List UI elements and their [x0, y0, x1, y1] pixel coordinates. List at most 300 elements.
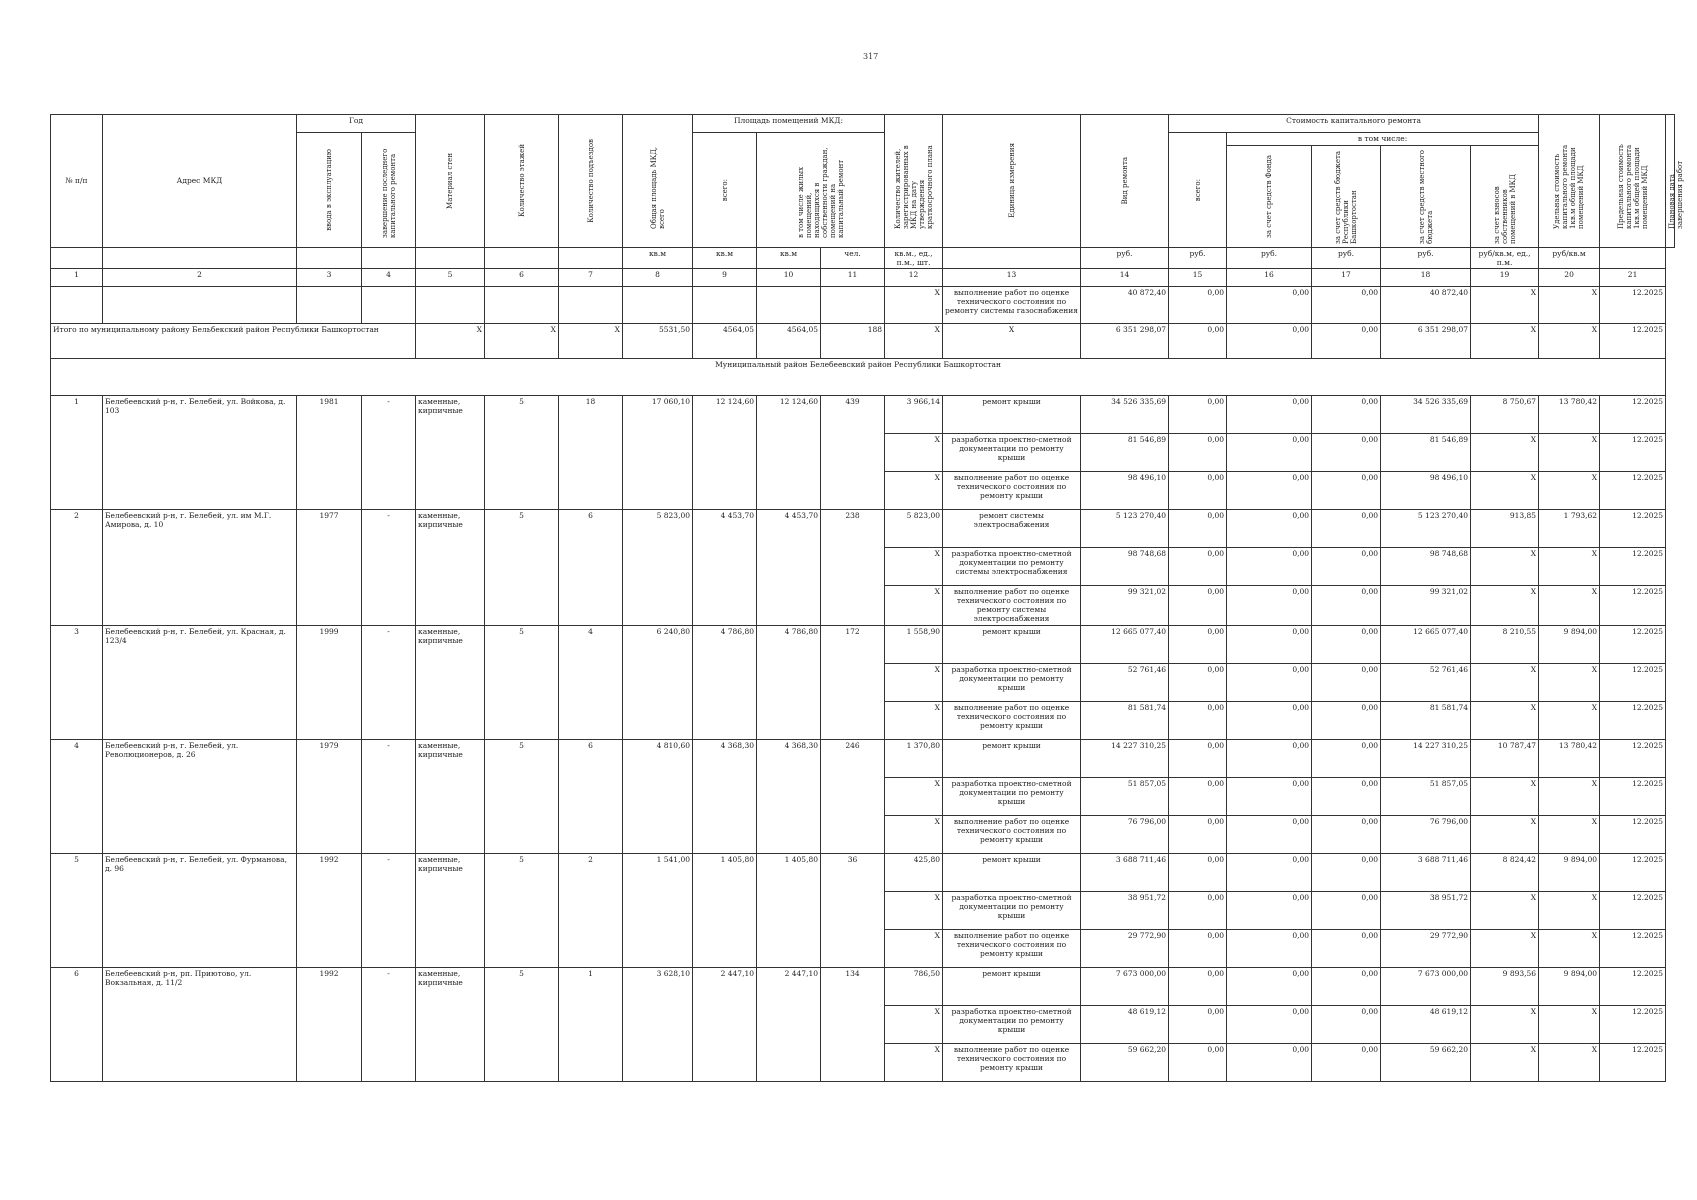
unit-cell: кв.м., ед., п.м., шт. [885, 247, 943, 269]
total-owners: 6 351 298,07 [1381, 323, 1471, 358]
limit-cost: 9 894,00 [1539, 853, 1600, 891]
limit-cost: X [1539, 1043, 1600, 1081]
cost-local: 0,00 [1312, 815, 1381, 853]
limit-cost: 9 894,00 [1539, 625, 1600, 663]
cost-republic: 0,00 [1227, 815, 1312, 853]
unit-cell: руб. [1169, 247, 1227, 269]
cost-owners: 76 796,00 [1381, 815, 1471, 853]
total-area: 1 541,00 [623, 853, 693, 967]
last-repair: - [362, 739, 416, 853]
residents-count: 246 [821, 739, 885, 853]
cost-owners: 52 761,46 [1381, 663, 1471, 701]
column-number: 16 [1227, 269, 1312, 286]
unit-value: X [885, 286, 943, 323]
building-number: 4 [51, 739, 103, 853]
commissioning-year: 1977 [297, 509, 362, 625]
specific-cost: 9 893,56 [1471, 967, 1539, 1005]
plan-date: 12.2025 [1600, 853, 1666, 891]
cost-total: 34 526 335,69 [1081, 395, 1169, 433]
cost-owners: 59 662,20 [1381, 1043, 1471, 1081]
cost-fund: 0,00 [1169, 471, 1227, 509]
plan-date: 12.2025 [1600, 395, 1666, 433]
work-row [51, 395, 1675, 433]
work-type: ремонт крыши [943, 395, 1081, 433]
specific-cost: X [1471, 585, 1539, 625]
cost-local: 0,00 [1312, 967, 1381, 1005]
plan-date: 12.2025 [1600, 286, 1666, 323]
cost-owners: 40 872,40 [1381, 286, 1471, 323]
total-cost: 6 351 298,07 [1081, 323, 1169, 358]
specific-cost: X [1471, 471, 1539, 509]
cost-local: 0,00 [1312, 1043, 1381, 1081]
limit-cost: 13 780,42 [1539, 395, 1600, 433]
header-plan-date: Плановая дата завершения работ [1668, 160, 1685, 229]
specific-cost: X [1471, 777, 1539, 815]
floors-count: 5 [485, 625, 559, 739]
cost-total: 5 123 270,40 [1081, 509, 1169, 547]
area-residential: 2 447,10 [757, 967, 821, 1081]
column-number: 18 [1381, 269, 1471, 286]
cost-fund: 0,00 [1169, 395, 1227, 433]
cost-local: 0,00 [1312, 777, 1381, 815]
cost-republic: 0,00 [1227, 739, 1312, 777]
plan-date: 12.2025 [1600, 625, 1666, 663]
work-type: выполнение работ по оценке технического состояния по ремонту крыши [943, 471, 1081, 509]
total-material: X [416, 323, 485, 358]
plan-date: 12.2025 [1600, 433, 1666, 471]
limit-cost: X [1539, 1005, 1600, 1043]
floors-count: 5 [485, 967, 559, 1081]
unit-cell: кв.м [623, 247, 693, 269]
unit-cell: руб/кв.м [1539, 247, 1600, 269]
building-address: Белебеевский р-н, г. Белебей, ул. Фурманова, д. 96 [103, 853, 297, 967]
building-number: 5 [51, 853, 103, 967]
entrances-count: 6 [559, 739, 623, 853]
total-area: 5 823,00 [623, 509, 693, 625]
commissioning-year: 1992 [297, 853, 362, 967]
work-type: выполнение работ по оценке технического состояния по ремонту крыши [943, 929, 1081, 967]
specific-cost: X [1471, 547, 1539, 585]
total-local: 0,00 [1312, 323, 1381, 358]
cost-owners: 81 546,89 [1381, 433, 1471, 471]
total-area: 3 628,10 [623, 967, 693, 1081]
total-specific: X [1471, 323, 1539, 358]
cost-total: 81 546,89 [1081, 433, 1169, 471]
cost-total: 59 662,20 [1081, 1043, 1169, 1081]
header-limit-cost: Предельная стоимость капитального ремонта 1кв.м общей площади помещений МКД [1616, 143, 1649, 229]
section-title: Муниципальный район Белебеевский район Республики Башкортостан [51, 358, 1666, 395]
work-type: ремонт крыши [943, 625, 1081, 663]
header-entrances: Количество подъездов [586, 138, 595, 223]
work-row [51, 967, 1675, 1005]
commissioning-year: 1999 [297, 625, 362, 739]
work-row [51, 509, 1675, 547]
column-number: 13 [943, 269, 1081, 286]
header-area-group: Площадь помещений МКД: [693, 115, 885, 133]
work-type: ремонт крыши [943, 853, 1081, 891]
header-including: в том числе: [1227, 133, 1539, 145]
limit-cost: 13 780,42 [1539, 739, 1600, 777]
cost-owners: 98 748,68 [1381, 547, 1471, 585]
cost-owners: 98 496,10 [1381, 471, 1471, 509]
unit-cell: руб/кв.м, ед., п.м. [1471, 247, 1539, 269]
unit-value: X [885, 433, 943, 471]
work-type: разработка проектно-сметной документации по ремонту крыши [943, 891, 1081, 929]
limit-cost: X [1539, 286, 1600, 323]
wall-material: каменные, кирпичные [416, 395, 485, 509]
column-number: 21 [1600, 269, 1666, 286]
total-area: 6 240,80 [623, 625, 693, 739]
cost-local: 0,00 [1312, 1005, 1381, 1043]
last-repair: - [362, 853, 416, 967]
header-cost-total: всего: [1193, 178, 1202, 202]
cost-republic: 0,00 [1227, 585, 1312, 625]
cost-total: 51 857,05 [1081, 777, 1169, 815]
specific-cost: X [1471, 286, 1539, 323]
wall-material: каменные, кирпичные [416, 739, 485, 853]
work-type: ремонт крыши [943, 739, 1081, 777]
unit-cell: чел. [821, 247, 885, 269]
specific-cost: 8 750,67 [1471, 395, 1539, 433]
header-owners: за счет взносов собственников помещений в МКД [1492, 174, 1517, 245]
building-number: 3 [51, 625, 103, 739]
cost-local: 0,00 [1312, 625, 1381, 663]
column-number: 11 [821, 269, 885, 286]
total-limit: X [1539, 323, 1600, 358]
plan-date: 12.2025 [1600, 1043, 1666, 1081]
cost-owners: 5 123 270,40 [1381, 509, 1471, 547]
entrances-count: 18 [559, 395, 623, 509]
work-type: выполнение работ по оценке технического состояния по ремонту крыши [943, 815, 1081, 853]
header-address: Адрес МКД [103, 115, 297, 248]
cost-fund: 0,00 [1169, 286, 1227, 323]
residents-count: 439 [821, 395, 885, 509]
cost-owners: 38 951,72 [1381, 891, 1471, 929]
unit-value: X [885, 929, 943, 967]
plan-date: 12.2025 [1600, 701, 1666, 739]
building-number: 2 [51, 509, 103, 625]
header-local-budget: за счет средств местного бюджета [1417, 150, 1434, 245]
column-number: 15 [1169, 269, 1227, 286]
building-address: Белебеевский р-н, г. Белебей, ул. Войкова, д. 103 [103, 395, 297, 509]
cost-local: 0,00 [1312, 663, 1381, 701]
cost-local: 0,00 [1312, 471, 1381, 509]
area-all: 1 405,80 [693, 853, 757, 967]
entrances-count: 2 [559, 853, 623, 967]
column-number: 5 [416, 269, 485, 286]
specific-cost: 913,85 [1471, 509, 1539, 547]
limit-cost: X [1539, 929, 1600, 967]
continued-work-row [51, 286, 1675, 323]
column-number: 20 [1539, 269, 1600, 286]
header-commissioning: ввода в эксплуатацию [325, 149, 333, 231]
building-address: Белебеевский р-н, рп. Приютово, ул. Вокзальная, д. 11/2 [103, 967, 297, 1081]
residents-count: 238 [821, 509, 885, 625]
limit-cost: 1 793,62 [1539, 509, 1600, 547]
total-area-all: 4564,05 [693, 323, 757, 358]
cost-total: 3 688 711,46 [1081, 853, 1169, 891]
cost-fund: 0,00 [1169, 509, 1227, 547]
cost-owners: 99 321,02 [1381, 585, 1471, 625]
cost-total: 12 665 077,40 [1081, 625, 1169, 663]
unit-value: X [885, 585, 943, 625]
work-type: выполнение работ по оценке технического состояния по ремонту системы газоснабжения [943, 286, 1081, 323]
work-type: выполнение работ по оценке технического состояния по ремонту крыши [943, 701, 1081, 739]
cost-total: 99 321,02 [1081, 585, 1169, 625]
unit-value: X [885, 1043, 943, 1081]
unit-value: 786,50 [885, 967, 943, 1005]
section-title-row [51, 358, 1675, 395]
wall-material: каменные, кирпичные [416, 853, 485, 967]
column-number: 10 [757, 269, 821, 286]
total-date: 12.2025 [1600, 323, 1666, 358]
unit-cell: руб. [1227, 247, 1312, 269]
cost-total: 14 227 310,25 [1081, 739, 1169, 777]
area-all: 12 124,60 [693, 395, 757, 509]
cost-local: 0,00 [1312, 585, 1381, 625]
column-number: 3 [297, 269, 362, 286]
cost-republic: 0,00 [1227, 663, 1312, 701]
work-row [51, 625, 1675, 663]
limit-cost: X [1539, 815, 1600, 853]
cost-local: 0,00 [1312, 286, 1381, 323]
last-repair: - [362, 509, 416, 625]
building-number: 6 [51, 967, 103, 1081]
entrances-count: 4 [559, 625, 623, 739]
work-type: выполнение работ по оценке технического состояния по ремонту крыши [943, 1043, 1081, 1081]
work-type: разработка проектно-сметной документации по ремонту системы электроснабжения [943, 547, 1081, 585]
cost-local: 0,00 [1312, 701, 1381, 739]
cost-republic: 0,00 [1227, 433, 1312, 471]
district-total-row [51, 323, 1675, 358]
unit-value: 5 823,00 [885, 509, 943, 547]
column-number: 14 [1081, 269, 1169, 286]
floors-count: 5 [485, 739, 559, 853]
limit-cost: X [1539, 663, 1600, 701]
column-number: 17 [1312, 269, 1381, 286]
cost-fund: 0,00 [1169, 891, 1227, 929]
plan-date: 12.2025 [1600, 891, 1666, 929]
header-cost-group: Стоимость капитального ремонта [1169, 115, 1539, 133]
work-type: выполнение работ по оценке технического состояния по ремонту системы электроснабжения [943, 585, 1081, 625]
building-address: Белебеевский р-н, г. Белебей, ул. им М.Г. Амирова, д. 10 [103, 509, 297, 625]
header-year: Год [297, 115, 416, 133]
building-number: 1 [51, 395, 103, 509]
total-unit: X [885, 323, 943, 358]
specific-cost: X [1471, 929, 1539, 967]
plan-date: 12.2025 [1600, 777, 1666, 815]
cost-fund: 0,00 [1169, 929, 1227, 967]
cost-fund: 0,00 [1169, 1005, 1227, 1043]
cost-fund: 0,00 [1169, 739, 1227, 777]
specific-cost: 10 787,47 [1471, 739, 1539, 777]
area-residential: 4 453,70 [757, 509, 821, 625]
cost-owners: 3 688 711,46 [1381, 853, 1471, 891]
cost-local: 0,00 [1312, 929, 1381, 967]
cost-owners: 51 857,05 [1381, 777, 1471, 815]
plan-date: 12.2025 [1600, 547, 1666, 585]
specific-cost: 8 824,42 [1471, 853, 1539, 891]
floors-count: 5 [485, 853, 559, 967]
units-row [51, 247, 1675, 269]
cost-total: 48 619,12 [1081, 1005, 1169, 1043]
column-number: 8 [623, 269, 693, 286]
total-label: Итого по муниципальному району Бельбекский район Республики Башкортостан [51, 323, 416, 358]
commissioning-year: 1979 [297, 739, 362, 853]
cost-republic: 0,00 [1227, 929, 1312, 967]
unit-cell: кв.м [757, 247, 821, 269]
cost-owners: 29 772,90 [1381, 929, 1471, 967]
cost-local: 0,00 [1312, 395, 1381, 433]
unit-value: X [885, 547, 943, 585]
unit-cell: руб. [1312, 247, 1381, 269]
cost-fund: 0,00 [1169, 967, 1227, 1005]
cost-republic: 0,00 [1227, 1005, 1312, 1043]
cost-total: 76 796,00 [1081, 815, 1169, 853]
specific-cost: X [1471, 1043, 1539, 1081]
last-repair: - [362, 625, 416, 739]
column-number: 6 [485, 269, 559, 286]
commissioning-year: 1992 [297, 967, 362, 1081]
total-area: 17 060,10 [623, 395, 693, 509]
work-type: ремонт крыши [943, 967, 1081, 1005]
specific-cost: X [1471, 815, 1539, 853]
total-area: 4 810,60 [623, 739, 693, 853]
cost-total: 40 872,40 [1081, 286, 1169, 323]
cost-fund: 0,00 [1169, 701, 1227, 739]
unit-cell: руб. [1381, 247, 1471, 269]
column-number: 7 [559, 269, 623, 286]
plan-date: 12.2025 [1600, 509, 1666, 547]
header-specific-cost: Удельная стоимость капитального ремонта 1кв.м общей площади помещений МКД [1553, 144, 1586, 229]
entrances-count: 1 [559, 967, 623, 1081]
total-area-residential: 4564,05 [757, 323, 821, 358]
area-residential: 4 368,30 [757, 739, 821, 853]
cost-fund: 0,00 [1169, 625, 1227, 663]
entrances-count: 6 [559, 509, 623, 625]
area-all: 4 453,70 [693, 509, 757, 625]
floors-count: 5 [485, 509, 559, 625]
column-number: 4 [362, 269, 416, 286]
area-all: 2 447,10 [693, 967, 757, 1081]
cost-total: 52 761,46 [1081, 663, 1169, 701]
plan-date: 12.2025 [1600, 663, 1666, 701]
header-total-area: Общая площадь МКД, всего [649, 146, 666, 229]
capital-repair-table [50, 114, 1685, 1082]
plan-date: 12.2025 [1600, 1005, 1666, 1043]
cost-total: 98 748,68 [1081, 547, 1169, 585]
total-entrances: X [559, 323, 623, 358]
specific-cost: X [1471, 663, 1539, 701]
unit-value: X [885, 777, 943, 815]
header-republic-budget: за счет средств бюджета Республики Башкортостан [1334, 151, 1359, 245]
work-type: ремонт системы электроснабжения [943, 509, 1081, 547]
buildings-body [51, 395, 1675, 1081]
total-republic: 0,00 [1227, 323, 1312, 358]
area-residential: 12 124,60 [757, 395, 821, 509]
header-fund: за счет средств Фонда [1265, 154, 1274, 238]
plan-date: 12.2025 [1600, 471, 1666, 509]
header-material: Материал стен [446, 152, 455, 209]
cost-owners: 81 581,74 [1381, 701, 1471, 739]
unit-value: X [885, 891, 943, 929]
unit-value: 3 966,14 [885, 395, 943, 433]
wall-material: каменные, кирпичные [416, 509, 485, 625]
limit-cost: 9 894,00 [1539, 967, 1600, 1005]
total-residents: 188 [821, 323, 885, 358]
work-type: разработка проектно-сметной документации по ремонту крыши [943, 663, 1081, 701]
header-area-all: всего: [720, 178, 729, 202]
cost-local: 0,00 [1312, 853, 1381, 891]
cost-total: 38 951,72 [1081, 891, 1169, 929]
cost-republic: 0,00 [1227, 891, 1312, 929]
residents-count: 134 [821, 967, 885, 1081]
unit-cell: руб. [1081, 247, 1169, 269]
wall-material: каменные, кирпичные [416, 625, 485, 739]
cost-republic: 0,00 [1227, 967, 1312, 1005]
cost-owners: 12 665 077,40 [1381, 625, 1471, 663]
header-row-1 [51, 115, 1675, 133]
total-floors: X [485, 323, 559, 358]
cost-fund: 0,00 [1169, 1043, 1227, 1081]
cost-local: 0,00 [1312, 509, 1381, 547]
unit-value: X [885, 815, 943, 853]
work-row [51, 739, 1675, 777]
plan-date: 12.2025 [1600, 967, 1666, 1005]
total-fund: 0,00 [1169, 323, 1227, 358]
cost-fund: 0,00 [1169, 815, 1227, 853]
cost-fund: 0,00 [1169, 547, 1227, 585]
header-last-repair: завершение последнего капитального ремонта [380, 148, 397, 238]
cost-fund: 0,00 [1169, 433, 1227, 471]
cost-republic: 0,00 [1227, 471, 1312, 509]
header-unit: Единица измерения [1007, 143, 1016, 219]
cost-fund: 0,00 [1169, 663, 1227, 701]
column-number: 9 [693, 269, 757, 286]
unit-value: X [885, 471, 943, 509]
specific-cost: X [1471, 701, 1539, 739]
column-numbers-row [51, 269, 1675, 286]
header-work-type: Вид ремонта [1120, 157, 1129, 205]
header-area-residential: в том числе жилых помещений, находящихся в собственности граждан, помещений на капитальный ремонт [796, 147, 845, 238]
area-residential: 1 405,80 [757, 853, 821, 967]
cost-local: 0,00 [1312, 739, 1381, 777]
plan-date: 12.2025 [1600, 739, 1666, 777]
unit-value: X [885, 1005, 943, 1043]
residents-count: 172 [821, 625, 885, 739]
header-residents: Количество жителей, зарегистрированных в МКД на дату утверждения краткосрочного плана [893, 144, 934, 229]
plan-date: 12.2025 [1600, 815, 1666, 853]
unit-cell: кв.м [693, 247, 757, 269]
column-number: 2 [103, 269, 297, 286]
cost-republic: 0,00 [1227, 395, 1312, 433]
unit-value: X [885, 663, 943, 701]
cost-owners: 7 673 000,00 [1381, 967, 1471, 1005]
specific-cost: X [1471, 891, 1539, 929]
cost-republic: 0,00 [1227, 701, 1312, 739]
specific-cost: X [1471, 1005, 1539, 1043]
cost-total: 7 673 000,00 [1081, 967, 1169, 1005]
page-number: 317 [863, 52, 879, 61]
work-type: разработка проектно-сметной документации по ремонту крыши [943, 1005, 1081, 1043]
specific-cost: X [1471, 433, 1539, 471]
unit-value: 1 558,90 [885, 625, 943, 663]
residents-count: 36 [821, 853, 885, 967]
header-no: № п/п [51, 115, 103, 248]
limit-cost: X [1539, 433, 1600, 471]
specific-cost: 8 210,55 [1471, 625, 1539, 663]
limit-cost: X [1539, 777, 1600, 815]
